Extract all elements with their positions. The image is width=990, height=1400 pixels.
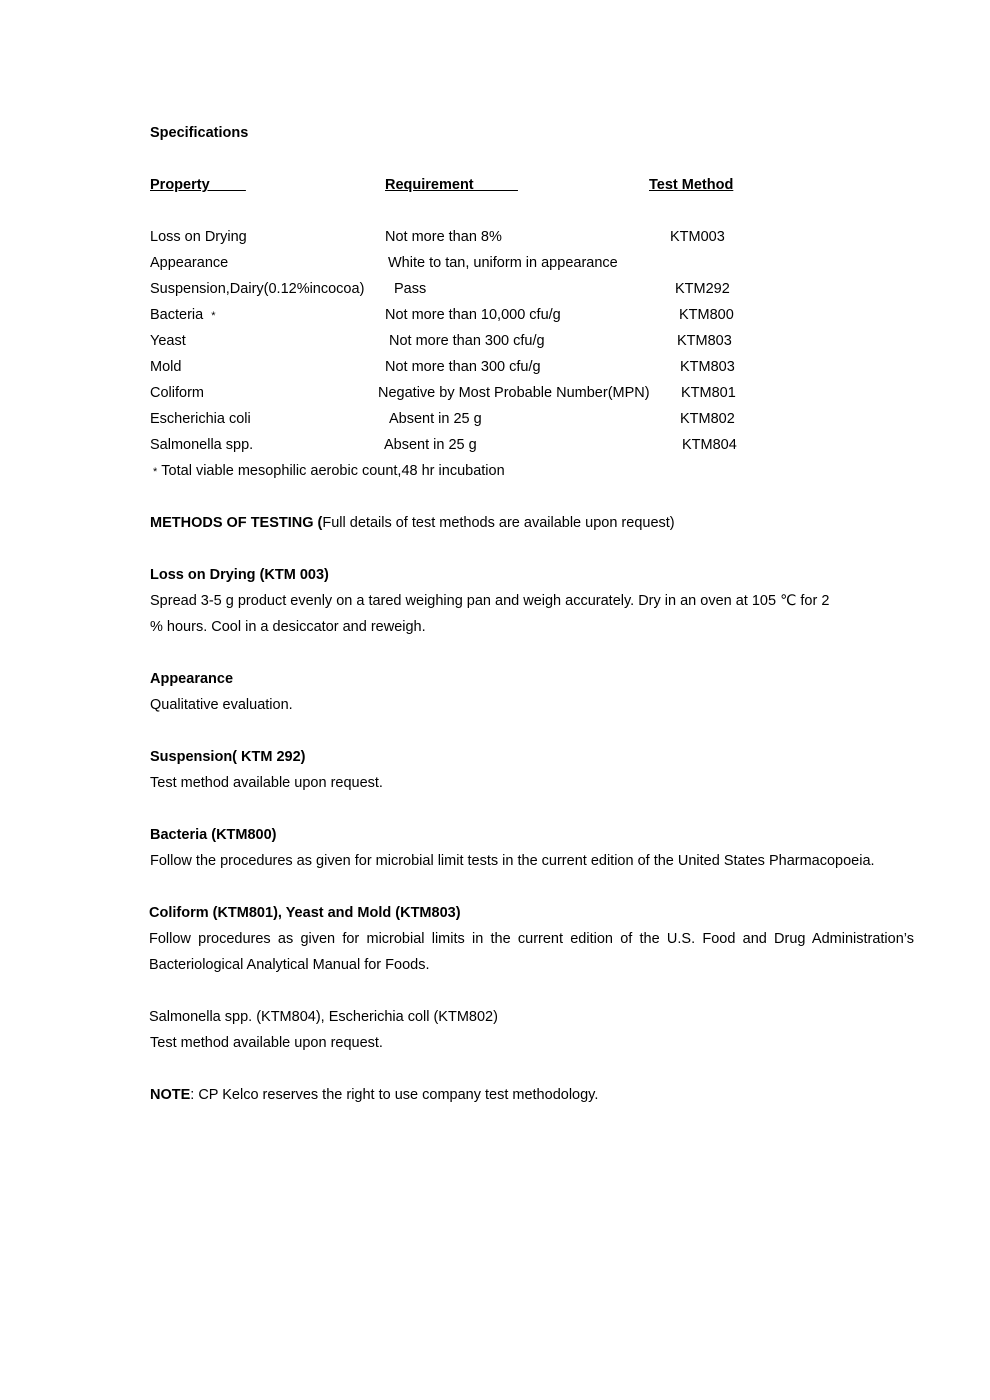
section-title-coliform: Coliform (KTM801), Yeast and Mold (KTM803)	[149, 905, 461, 921]
section-body-line: Bacteriological Analytical Manual for Foods.	[149, 957, 430, 973]
row-property: Salmonella spp.	[150, 437, 254, 453]
footnote-text: Total viable mesophilic aerobic count,48 hr incubation	[161, 463, 505, 479]
header-requirement: Requirement	[385, 177, 518, 193]
note-text: : CP Kelco reserves the right to use company test methodology.	[190, 1087, 599, 1103]
section-title-loss-on-drying: Loss on Drying (KTM 003)	[150, 567, 329, 583]
row-property: Coliform	[150, 385, 204, 401]
row-property: Loss on Drying	[150, 229, 247, 245]
methods-heading-bold: METHODS OF TESTING (	[150, 515, 323, 531]
row-property: Bacteria	[150, 307, 204, 323]
methods-heading-note: Full details of test methods are available upon request)	[322, 515, 675, 531]
row-property: Yeast	[150, 333, 186, 349]
row-method: KTM803	[677, 333, 732, 349]
row-method: KTM292	[675, 281, 730, 297]
section-body: Qualitative evaluation.	[150, 697, 293, 713]
row-property: Suspension,Dairy(0.12%incocoa)	[150, 281, 365, 297]
section-title-salmonella: Salmonella spp. (KTM804), Escherichia coll (KTM802)	[149, 1009, 498, 1025]
footnote	[153, 464, 505, 479]
row-property: Escherichia coli	[150, 411, 251, 427]
footnote-mark: *	[211, 310, 216, 322]
section-title-appearance: Appearance	[150, 671, 234, 687]
methods-heading	[150, 516, 675, 531]
section-body: Follow the procedures as given for microbial limit tests in the current edition of the United States Pharmacopoeia.	[150, 853, 875, 869]
row-method: KTM801	[681, 385, 736, 401]
section-title-bacteria: Bacteria (KTM800)	[150, 827, 277, 843]
row-method: KTM802	[680, 411, 735, 427]
header-test-method: Test Method	[649, 177, 734, 193]
row-requirement: Negative by Most Probable Number(MPN)	[378, 385, 650, 401]
row-requirement: Not more than 300 cfu/g	[389, 333, 545, 349]
row-property-group	[150, 308, 216, 323]
note	[150, 1088, 598, 1103]
footnote-mark: *	[153, 466, 158, 478]
section-body-line: Spread 3-5 g product evenly on a tared weighing pan and weigh accurately. Dry in an oven at 105 ℃ for 2	[150, 593, 830, 609]
section-body-line: % hours. Cool in a desiccator and reweigh.	[150, 619, 426, 635]
row-method: KTM800	[679, 307, 734, 323]
row-requirement: Not more than 10,000 cfu/g	[385, 307, 561, 323]
note-label: NOTE	[150, 1087, 191, 1103]
row-requirement: Not more than 8%	[385, 229, 502, 245]
row-requirement: Absent in 25 g	[384, 437, 477, 453]
section-body: Test method available upon request.	[150, 775, 383, 791]
row-requirement: Not more than 300 cfu/g	[385, 359, 541, 375]
row-requirement: Absent in 25 g	[389, 411, 482, 427]
row-property: Appearance	[150, 255, 229, 271]
row-requirement: Pass	[394, 281, 427, 297]
row-method: KTM803	[680, 359, 735, 375]
section-body: Test method available upon request.	[150, 1035, 383, 1051]
row-method: KTM003	[670, 229, 725, 245]
section-title-suspension: Suspension( KTM 292)	[150, 749, 306, 765]
header-property: Property	[150, 177, 246, 193]
row-method: KTM804	[682, 437, 737, 453]
specifications-heading: Specifications	[150, 125, 249, 141]
section-body-line: Follow procedures as given for microbial limits in the current edition of the U.S. Food and Drug Administration’s	[149, 931, 914, 947]
row-requirement: White to tan, uniform in appearance	[388, 255, 618, 271]
row-property: Mold	[150, 359, 182, 375]
